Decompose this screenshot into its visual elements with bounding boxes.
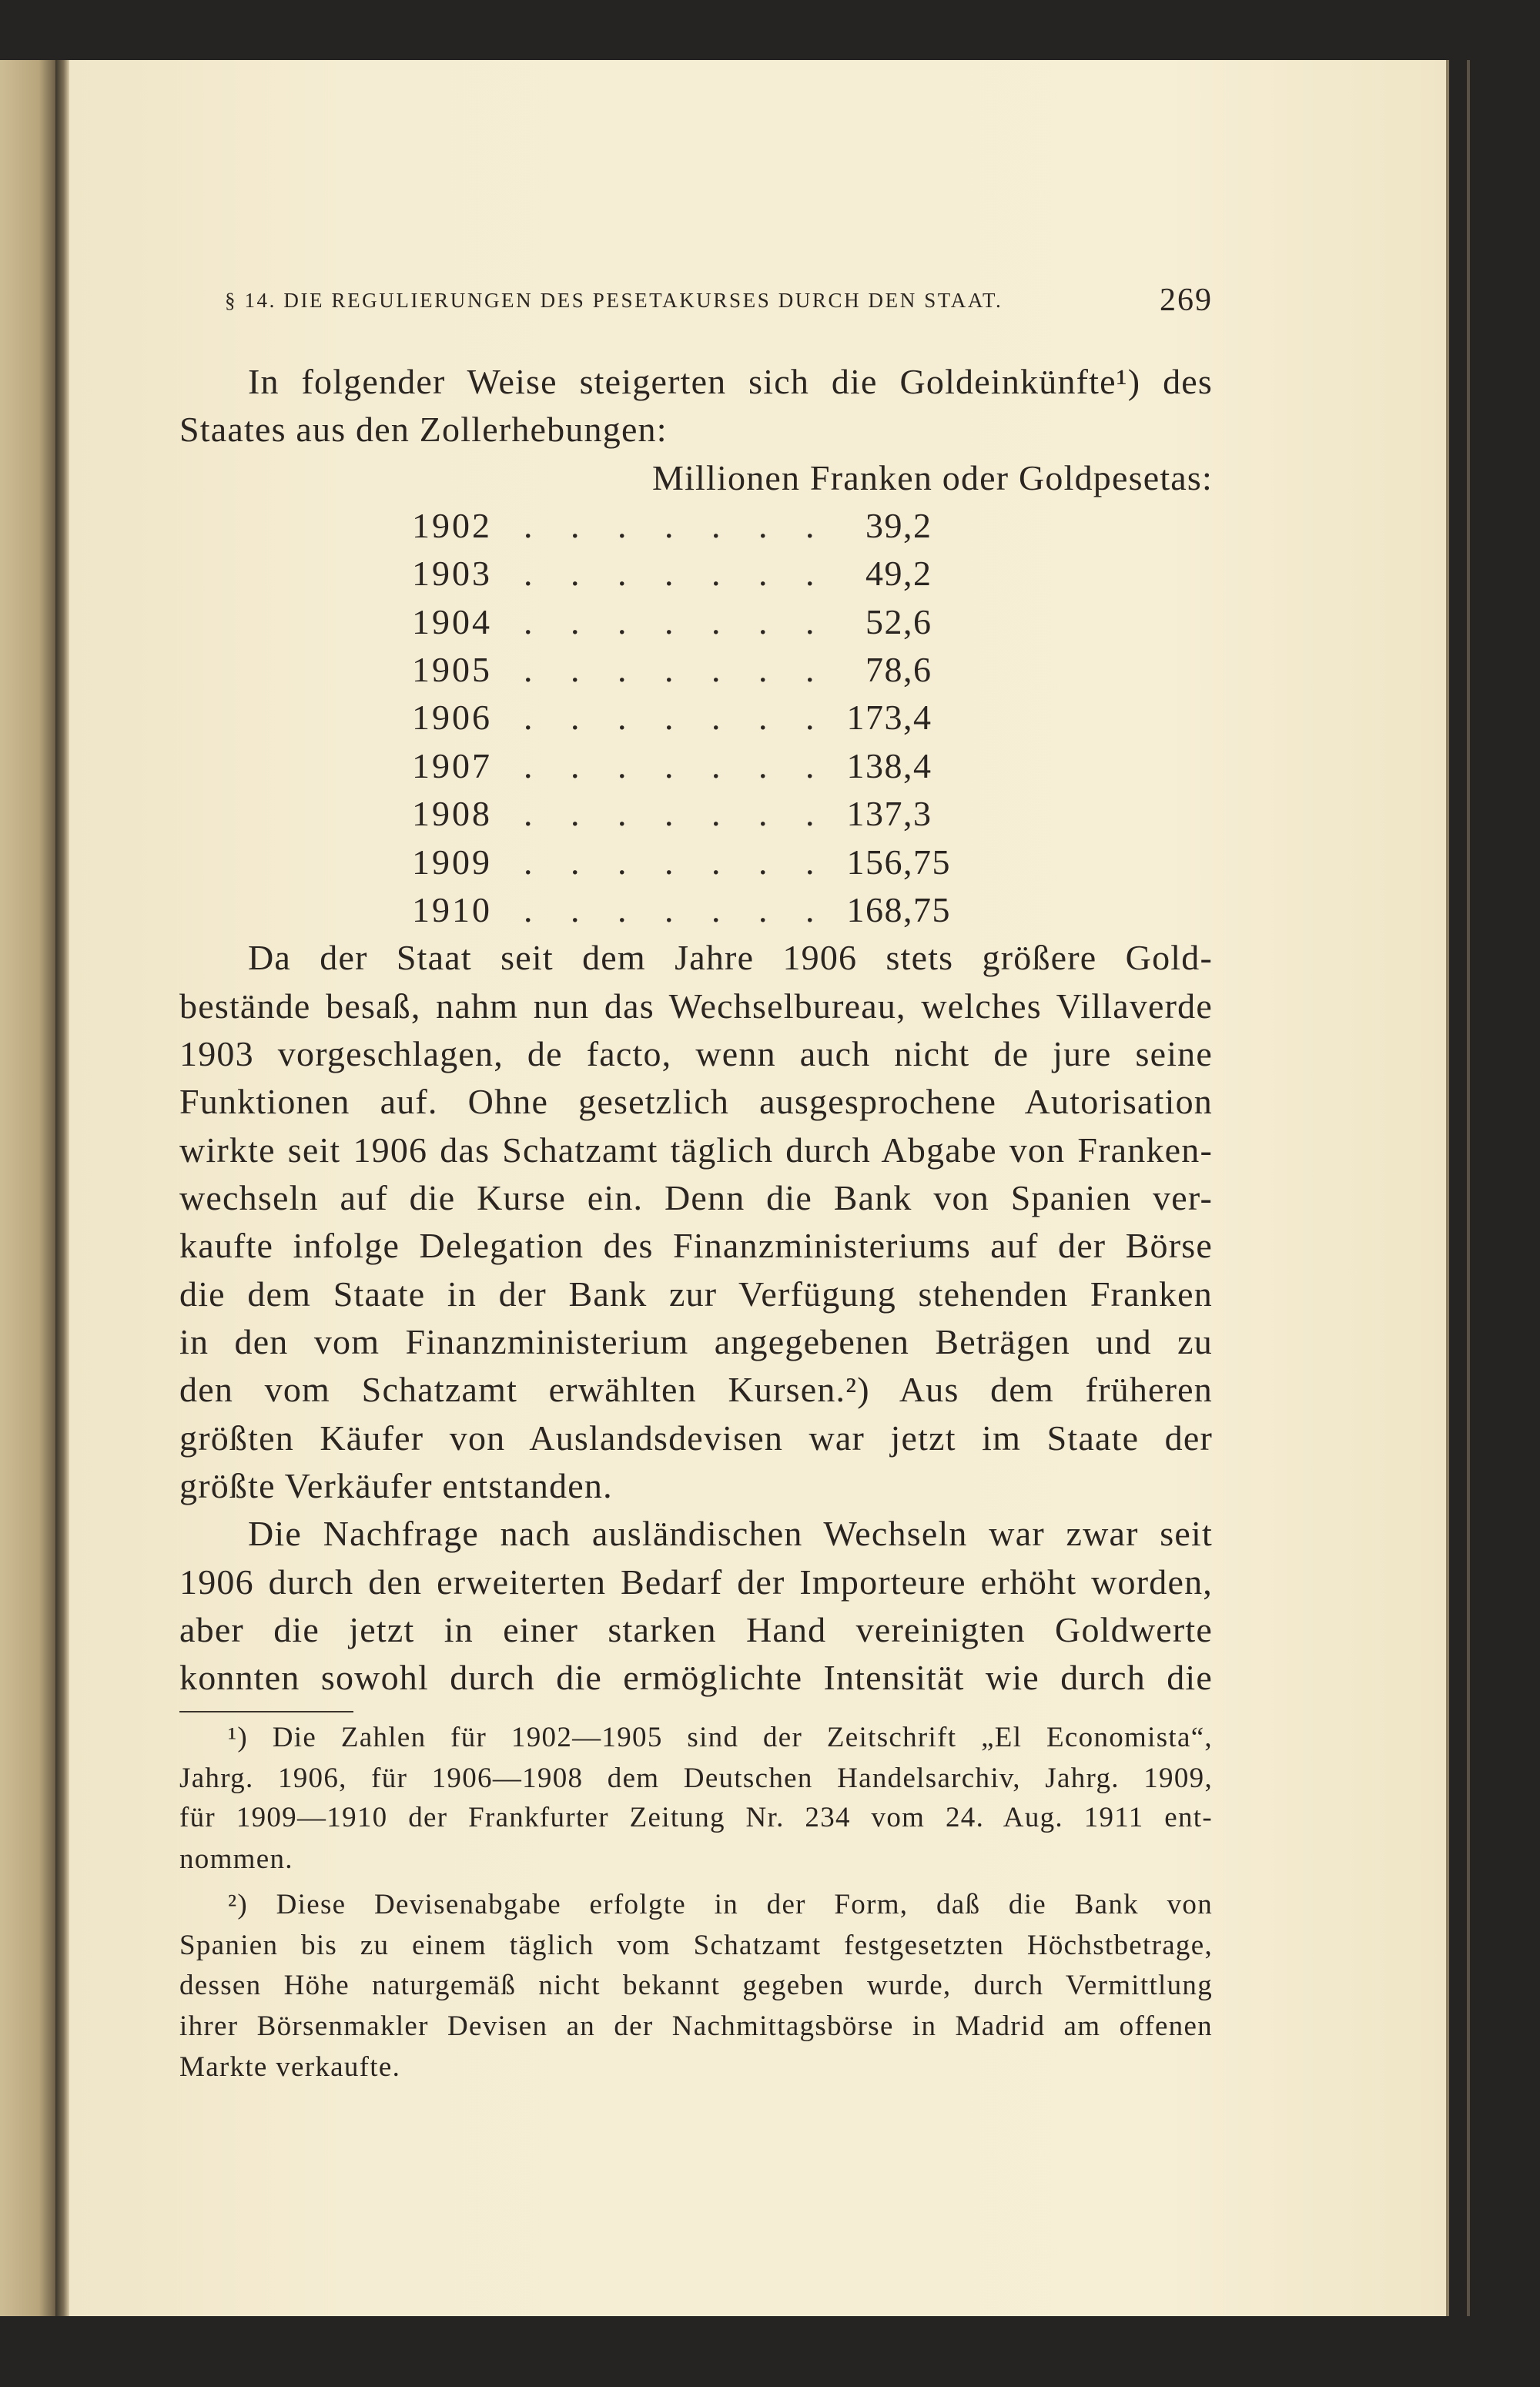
text-line: wirkte seit 1906 das Schatzamt täglich durch Abgabe von Franken- [179, 1130, 1213, 1170]
footnote-line: nommen. [179, 1843, 293, 1875]
table-value: 168,75 [846, 889, 951, 929]
table-value: 52,6 [865, 601, 932, 641]
text-line: konnten sowohl durch die ermöglichte Intensität wie durch die [179, 1658, 1213, 1698]
table-row [0, 790, 1540, 838]
table-value: 156,75 [846, 842, 951, 882]
table-value: 173,4 [846, 698, 932, 738]
table-year: 1907 [412, 745, 492, 785]
text-line: Die Nachfrage nach ausländischen Wechseln war zwar seit [248, 1514, 1213, 1554]
text-line: wechseln auf die Kurse ein. Denn die Bank von Spanien ver- [179, 1177, 1213, 1217]
dot-leader: . . . . . . . [524, 745, 829, 785]
text-line: in den vom Finanzministerium angegebenen Beträgen und zu [179, 1322, 1213, 1361]
dot-leader: . . . . . . . [524, 698, 829, 738]
text-line: Funktionen auf. Ohne gesetzlich ausgesprochene Autorisation [179, 1082, 1213, 1122]
left-page-edge [0, 60, 55, 2316]
text-line: größten Käufer von Auslandsdevisen war jetzt im Staate der [179, 1418, 1213, 1458]
table-year: 1906 [412, 698, 492, 738]
table-row [0, 502, 1540, 550]
text-line: Da der Staat seit dem Jahre 1906 stets größere Gold- [248, 938, 1213, 978]
footnote-separator [179, 1711, 353, 1712]
table-value: 49,2 [865, 554, 932, 594]
dot-leader: . . . . . . . [524, 842, 829, 882]
table-year: 1905 [412, 650, 492, 690]
table-row [0, 742, 1540, 790]
dot-leader: . . . . . . . [524, 794, 829, 834]
text-line: die dem Staate in der Bank zur Verfügung stehenden Franken [179, 1274, 1213, 1314]
table-row [0, 598, 1540, 646]
table-row [0, 839, 1540, 886]
table-year: 1904 [412, 601, 492, 641]
table-row [0, 886, 1540, 934]
page-edge-line [1446, 60, 1449, 2316]
text-line: den vom Schatzamt erwählten Kursen.²) Aus dem früheren [179, 1370, 1213, 1410]
running-header [225, 279, 1213, 322]
table-value: 78,6 [865, 650, 932, 690]
table-year: 1908 [412, 794, 492, 834]
footnote-line: ¹) Die Zahlen für 1902—1905 sind der Zeitschrift „El Economista“, [228, 1722, 1213, 1753]
text-line: kaufte infolge Delegation des Finanzministeriums auf der Börse [179, 1226, 1213, 1266]
dot-leader: . . . . . . . [524, 506, 829, 546]
text-line: aber die jetzt in einer starken Hand vereinigten Goldwerte [179, 1610, 1213, 1650]
footnote-line: Markte verkaufte. [179, 2051, 401, 2083]
dot-leader: . . . . . . . [524, 650, 829, 690]
footnote-line: Spanien bis zu einem täglich vom Schatzamt festgesetzten Höchstbetrage, [179, 1930, 1213, 1961]
book-gutter [55, 60, 69, 2316]
text-line: größte Verkäufer entstanden. [179, 1466, 613, 1506]
dot-leader: . . . . . . . [524, 554, 829, 594]
table-year: 1910 [412, 889, 492, 929]
table-year: 1909 [412, 842, 492, 882]
table-caption: Millionen Franken oder Goldpesetas: [651, 457, 1213, 497]
text-line: Staates aus den Zollerhebungen: [179, 410, 668, 450]
table-year: 1903 [412, 554, 492, 594]
table-year: 1902 [412, 506, 492, 546]
footnote-line: Jahrg. 1906, für 1906—1908 dem Deutschen Handelsarchiv, Jahrg. 1909, [179, 1763, 1213, 1794]
dot-leader: . . . . . . . [524, 889, 829, 929]
text-line: 1906 durch den erweiterten Bedarf der Importeure erhöht worden, [179, 1562, 1213, 1602]
table-row [0, 694, 1540, 742]
table-value: 138,4 [846, 745, 932, 785]
table-value: 39,2 [865, 506, 932, 546]
footnote-line: ihrer Börsenmakler Devisen an der Nachmittagsbörse in Madrid am offenen [179, 2010, 1213, 2042]
text-line: In folgender Weise steigerten sich die Goldeinkünfte¹) des [248, 362, 1213, 401]
text-line: 1903 vorgeschlagen, de facto, wenn auch nicht de jure seine [179, 1033, 1213, 1073]
page-edge-line [1467, 60, 1470, 2316]
dot-leader: . . . . . . . [524, 601, 829, 641]
page-number: 269 [1160, 283, 1213, 318]
footnote-line: ²) Diese Devisenabgabe erfolgte in der Form, daß die Bank von [228, 1889, 1213, 1920]
footnote-line: für 1909—1910 der Frankfurter Zeitung Nr. 234 vom 24. Aug. 1911 ent- [179, 1802, 1213, 1833]
table-row [0, 550, 1540, 598]
footnote-line: dessen Höhe naturgemäß nicht bekannt gegeben wurde, durch Vermittlung [179, 1970, 1213, 2001]
table-row [0, 646, 1540, 694]
text-line: bestände besaß, nahm nun das Wechselbureau, welches Villaverde [179, 986, 1213, 1026]
table-value: 137,3 [846, 794, 932, 834]
running-header-title: § 14. DIE REGULIERUNGEN DES PESETAKURSES DURCH DEN STAAT. [225, 288, 1003, 312]
